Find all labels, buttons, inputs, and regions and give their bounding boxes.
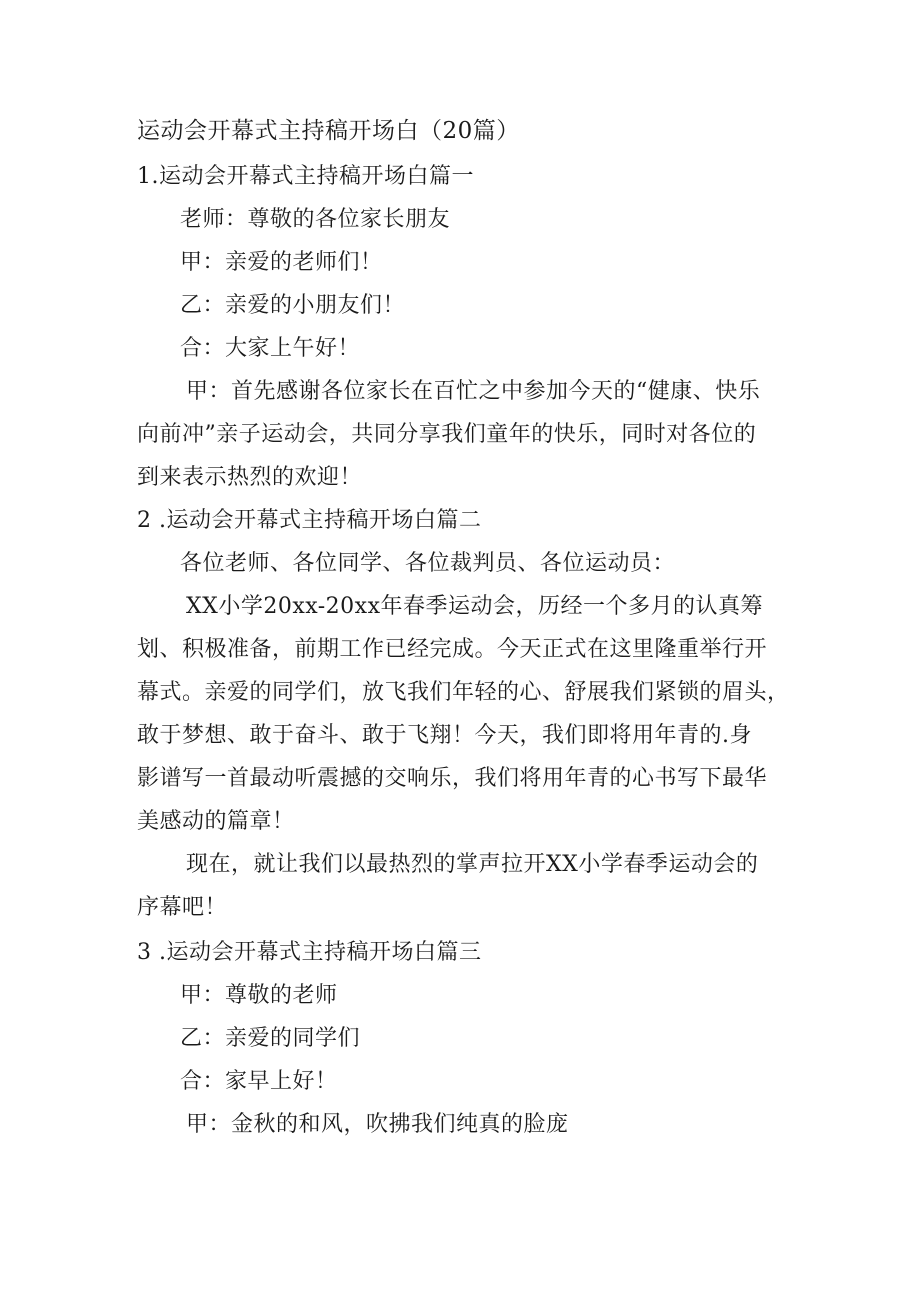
paragraph-line: 老师：尊敬的各位家长朋友 [180, 207, 451, 232]
paragraph-line: 甲：金秋的和风，吹拂我们纯真的脸庞 [186, 1112, 569, 1137]
paragraph-line: 美感动的篇章！ [137, 809, 295, 834]
paragraph-line: 现在，就让我们以最热烈的掌声拉开XX小学春季运动会的 [186, 852, 759, 877]
paragraph-line: 甲：首先感谢各位家长在百忙之中参加今天的“健康、快乐 [186, 379, 761, 404]
paragraph-line: 影谱写一首最动听震撼的交响乐，我们将用年青的心书写下最华 [137, 766, 768, 791]
section-heading-2: 2 .运动会开幕式主持稿开场白篇二 [137, 508, 482, 533]
paragraph-line: 序幕吧！ [137, 895, 228, 920]
paragraph-line: 乙：亲爱的小朋友们！ [180, 293, 406, 318]
paragraph-line: 各位老师、各位同学、各位裁判员、各位运动员： [180, 551, 676, 576]
paragraph-line: 到来表示热烈的欢迎！ [137, 465, 363, 490]
paragraph-line: 幕式。亲爱的同学们，放飞我们年轻的心、舒展我们紧锁的眉头， [137, 680, 790, 705]
paragraph-line: 甲：亲爱的老师们！ [180, 250, 383, 275]
paragraph-line: XX小学20xx-20xx年春季运动会，历经一个多月的认真筹 [186, 594, 763, 619]
paragraph-line: 敢于梦想、敢于奋斗、敢于飞翔！今天，我们即将用年青的.身 [137, 723, 752, 748]
section-heading-1: 1.运动会开幕式主持稿开场白篇一 [137, 164, 474, 189]
paragraph-line: 划、积极准备，前期工作已经完成。今天正式在这里隆重举行开 [137, 637, 768, 662]
paragraph-line: 乙：亲爱的同学们 [180, 1026, 361, 1051]
paragraph-line: 合：大家上午好！ [180, 336, 361, 361]
paragraph-line: 合：家早上好！ [180, 1069, 338, 1094]
section-heading-3: 3 .运动会开幕式主持稿开场白篇三 [137, 940, 482, 965]
paragraph-line: 向前冲”亲子运动会，共同分享我们童年的快乐，同时对各位的 [137, 422, 757, 447]
document-title: 运动会开幕式主持稿开场白（20篇） [137, 118, 520, 144]
paragraph-line: 甲：尊敬的老师 [180, 983, 338, 1008]
